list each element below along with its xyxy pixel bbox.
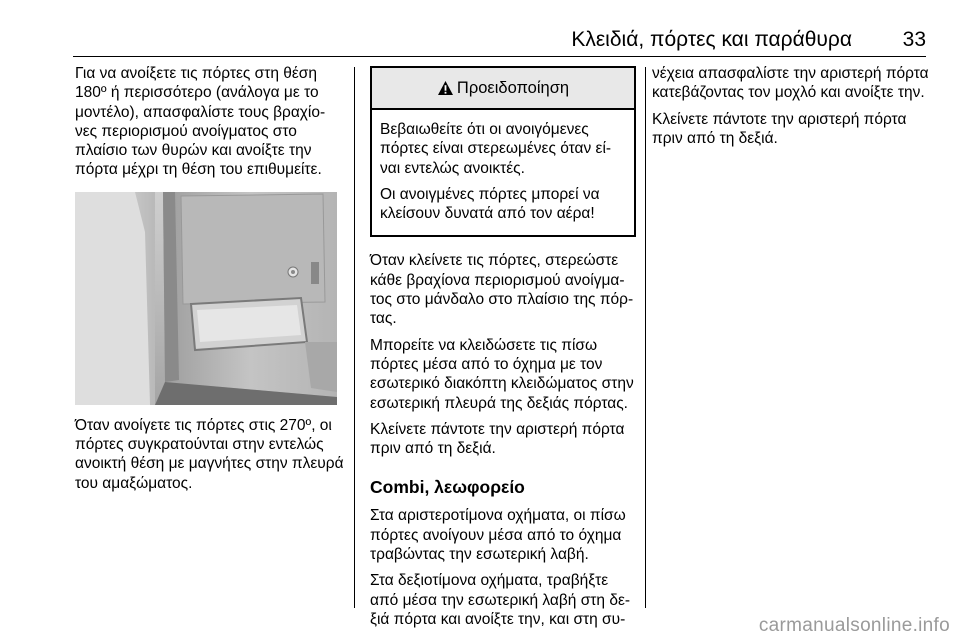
door-photo [75, 192, 337, 405]
paragraph: νέχεια απασφαλίστε την αριστερή πόρτα κατεβάζοντας τον μοχλό και ανοίξτε την. [652, 65, 929, 102]
paragraph: Κλείνετε πάντοτε την αριστερή πόρτα πριν από τη δεξιά. [370, 420, 625, 458]
warning-paragraph: Οι ανοιγμένες πόρτες μπορεί να κλείσουν δυνατά από τον αέρα! [380, 185, 600, 223]
column-separator [354, 67, 355, 608]
warning-triangle-icon [437, 80, 454, 96]
warning-title: Προειδοποίηση [456, 78, 570, 97]
column-separator [645, 67, 646, 608]
column-1 [75, 64, 347, 500]
paragraph: Όταν ανοίγετε τις πόρτες στις 270º, οι πόρτες συγκρατούνται στην εντελώς ανοικτή θέση με μαγνήτες στην πλευρά του αμαξώματος. [75, 416, 344, 492]
warning-box [370, 66, 636, 237]
warning-paragraph: Βεβαιωθείτε ότι οι ανοιγόμενες πόρτες είναι στερεωμένες όταν εί‑ ναι εντελώς ανοικτές. [380, 121, 612, 177]
paragraph: Όταν κλείνετε τις πόρτες, στερεώστε κάθε βραχίονα περιορισμού ανοίγμα‑ τος στο μάνδαλο στο πλαίσιο της πόρ‑ τας. [370, 252, 634, 328]
header-rule [73, 56, 926, 57]
warning-header [372, 68, 634, 110]
watermark: carmanualsonline.info [758, 615, 950, 636]
paragraph: Μπορείτε να κλειδώσετε τις πίσω πόρτες μέσα από το όχημα με τον εσωτερικό διακόπτη κλειδώματος στην εσωτερική πλευρά της δεξιάς πόρτας. [370, 336, 634, 412]
paragraph: Στα αριστεροτίμονα οχήματα, οι πίσω πόρτες ανοίγουν μέσα από το όχημα τραβώντας την εσωτερική λαβή. [370, 507, 626, 564]
column-3 [652, 64, 930, 155]
page-header-title: Κλειδιά, πόρτες και παράθυρα [571, 28, 852, 51]
section-heading: Combi, λεωφορείο [370, 477, 525, 498]
paragraph: Στα δεξιοτίμονα οχήματα, τραβήξτε από μέσα την εσωτερική λαβή στη δε‑ ξιά πόρτα και ανοίξτε την, και στη συ‑ [370, 572, 631, 628]
paragraph: Κλείνετε πάντοτε την αριστερή πόρτα πριν από τη δεξιά. [652, 110, 907, 147]
column-2 [370, 64, 636, 636]
page-number: 33 [902, 28, 926, 51]
warning-body [372, 110, 634, 235]
paragraph: Για να ανοίξετε τις πόρτες στη θέση 180º ή περισσότερο (ανάλογα με το μοντέλο), απασφαλίστε τους βραχίο‑ νες περιορισμού ανοίγματος στο πλαίσιο των θυρών και ανοίξτε την πόρτα μέχρι τη θέση του επιθυμείτε. [75, 65, 326, 179]
